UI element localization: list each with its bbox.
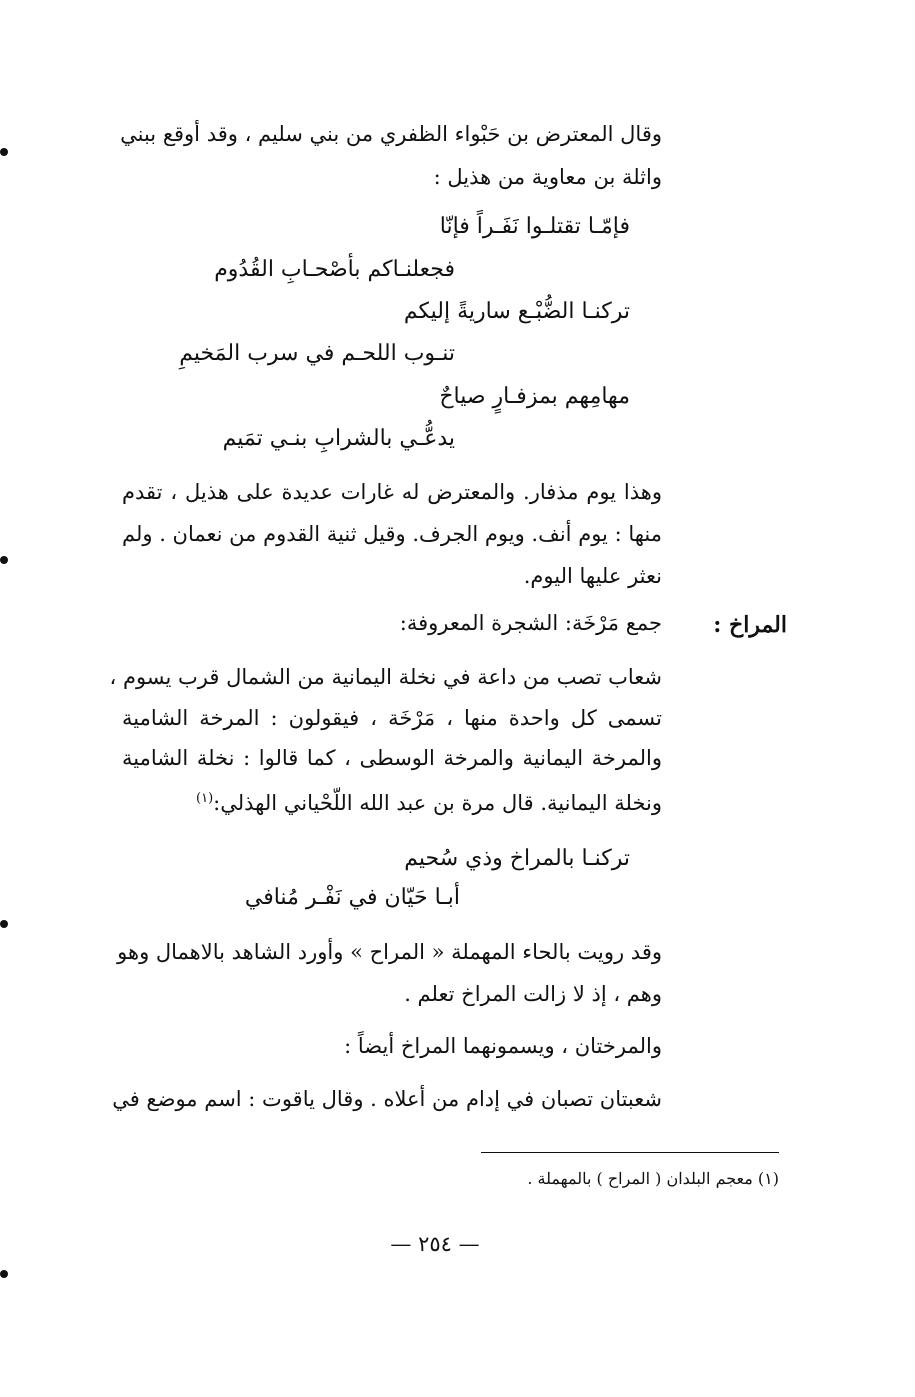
poem-line: أبـا حَيّان في نَفْـر مُنافي [244,885,460,910]
paragraph-line: وقد رويت بالحاء المهملة « المراح » وأورد الشاهد بالاهمال وهو [117,940,662,964]
binding-mark [0,920,8,928]
paragraph-line: وهذا يوم مذفار. والمعترض له غارات عديدة على هذيل ، تقدم [122,480,662,504]
paragraph-line: منها : يوم أنف. ويوم الجرف. وقيل ثنية القدوم من نعمان . ولم [122,522,662,546]
entry-definition: جمع مَرْخَة: الشجرة المعروفة: [399,611,662,635]
paragraph-line: وهم ، إذ لا زالت المراخ تعلم . [404,982,662,1006]
paragraph-text: ونخلة اليمانية. قال مرة بن عبد الله اللّحْياني الهذلي: [213,791,662,815]
poem-line: يدعُّـي بالشرابِ بنـي تمَيم [222,426,455,451]
paragraph-line: تسمى كل واحدة منها ، مَرْخَة ، فيقولون : المرخة الشامية [122,706,662,730]
binding-mark [0,148,8,156]
entry-headword: المراخ : [713,612,787,638]
paragraph-line: والمرخة اليمانية والمرخة الوسطى ، كما قالوا : نخلة الشامية [122,746,662,770]
paragraph-line: شعبتان تصبان في إدام من أعلاه . وقال ياقوت : اسم موضع في [112,1087,662,1111]
poem-line: فجعلنـاكم بأصْحـابِ القُدُوم [214,257,455,282]
binding-mark [0,556,8,564]
footnote-divider [481,1152,779,1153]
poem-line: فإمّـا تقتلـوا نَفَـراً فإنّا [439,214,630,239]
binding-mark [0,1270,8,1278]
poem-line: مهامِهم بمزفـارٍ صياحٌ [439,384,630,409]
intro-line: وقال المعترض بن حَبْواء الظفري من بني سليم ، وقد أوقع ببني [120,122,662,146]
poem-line: تركنـا بالمراخ وذي سُحيم [404,846,630,871]
paragraph-line: والمرختان ، ويسمونهما المراخ أيضاً : [344,1034,662,1058]
paragraph-line [122,785,662,817]
page-number: — ٢٥٤ — [390,1232,480,1256]
intro-line: واثلة بن معاوية من هذيل : [433,165,662,189]
footnote-text: (١) معجم البلدان ( المراح ) بالمهملة . [527,1169,779,1188]
footnote-marker: (١) [196,791,214,806]
poem-line: تركنـا الضُّبْـع ساريةً إليكم [403,299,630,324]
paragraph-line: شعاب تصب من داعة في نخلة اليمانية من الشمال قرب يسوم ، [109,665,662,689]
paragraph-line: نعثر عليها اليوم. [523,564,662,588]
poem-line: تنـوب اللحـم في سرب المَخيمِ [179,341,455,366]
